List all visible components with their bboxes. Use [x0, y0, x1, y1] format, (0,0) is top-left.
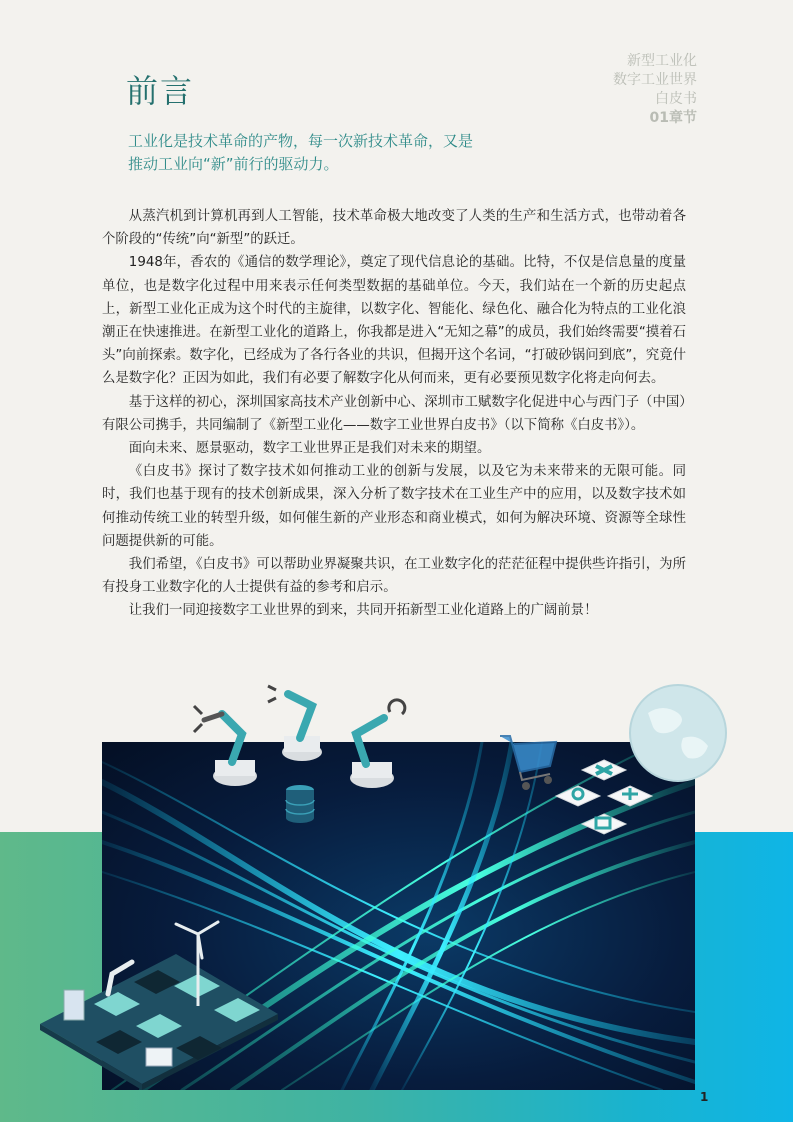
paragraph: 让我们一同迎接数字工业世界的到来，共同开拓新型工业化道路上的广阔前景！ — [128, 603, 598, 619]
lead-line-2: 推动工业向“新”前行的驱动力。 — [128, 155, 339, 173]
paragraph: 1948年，香农的《通信的数学理论》，奠定了现代信息论的基础。比特，不仅是信息量的度量单位，也是数字化过程中用来表示任何类型数据的基础单位。今天，我们站在一个新的历史起点上，新型工业化正成为这个时代的主旋律，以数字化、智能化、绿色化、融合化为特点的工业化浪潮正在快速推进。在新型工业化的道路上，你我都是进入“无知之幕”的成员，我们始终需要“摸着石头”向前探索。数字化，已经成为了各行各业的共识，但揭开这个名词，“打破砂锅问到底”，究竟什么是数字化？正因为如此，我们有必要了解数字化从何而来，更有必要预见数字化将走向何去。 — [102, 255, 686, 387]
lead-line-1: 工业化是技术革命的产物，每一次新技术革命，又是 — [128, 132, 474, 150]
app-tiles-graphic — [546, 756, 662, 848]
lead-quote — [128, 130, 528, 176]
header-line-2: 数字工业世界 — [613, 72, 697, 88]
database-icon — [282, 782, 318, 826]
paragraph: 我们希望，《白皮书》可以帮助业界凝聚共识，在工业数字化的茫茫征程中提供些许指引，为所有投身工业数字化的人士提供有益的参考和启示。 — [102, 557, 686, 596]
header-meta — [613, 52, 697, 128]
header-line-3: 白皮书 — [655, 91, 697, 107]
paragraph: 从蒸汽机到计算机再到人工智能，技术革命极大地改变了人类的生产和生活方式，也带动着各个阶段的“传统”向“新型”的跃迁。 — [102, 209, 686, 248]
body-text — [102, 205, 686, 623]
header-line-1: 新型工业化 — [627, 53, 697, 69]
paragraph: 《白皮书》探讨了数字技术如何推动工业的创新与发展，以及它为未来带来的无限可能。同时，我们也基于现有的技术创新成果，深入分析了数字技术在工业生产中的应用，以及数字技术如何推动传统工业的转型升级，如何催生新的产业形态和商业模式，如何为解决环境、资源等全球性问题提供新的可能。 — [102, 464, 686, 549]
chapter-label: 01章节 — [649, 110, 697, 126]
paragraph: 面向未来、愿景驱动，数字工业世界正是我们对未来的期望。 — [128, 441, 491, 457]
robot-arms-graphic — [180, 684, 420, 794]
paragraph: 基于这样的初心，深圳国家高技术产业创新中心、深圳市工赋数字化促进中心与西门子（中国）有限公司携手，共同编制了《新型工业化——数字工业世界白皮书》（以下简称《白皮书》）。 — [102, 394, 686, 433]
page-number: 1 — [700, 1090, 709, 1104]
page-title: 前言 — [126, 72, 195, 110]
smart-factory-platform-graphic — [36, 914, 282, 1090]
